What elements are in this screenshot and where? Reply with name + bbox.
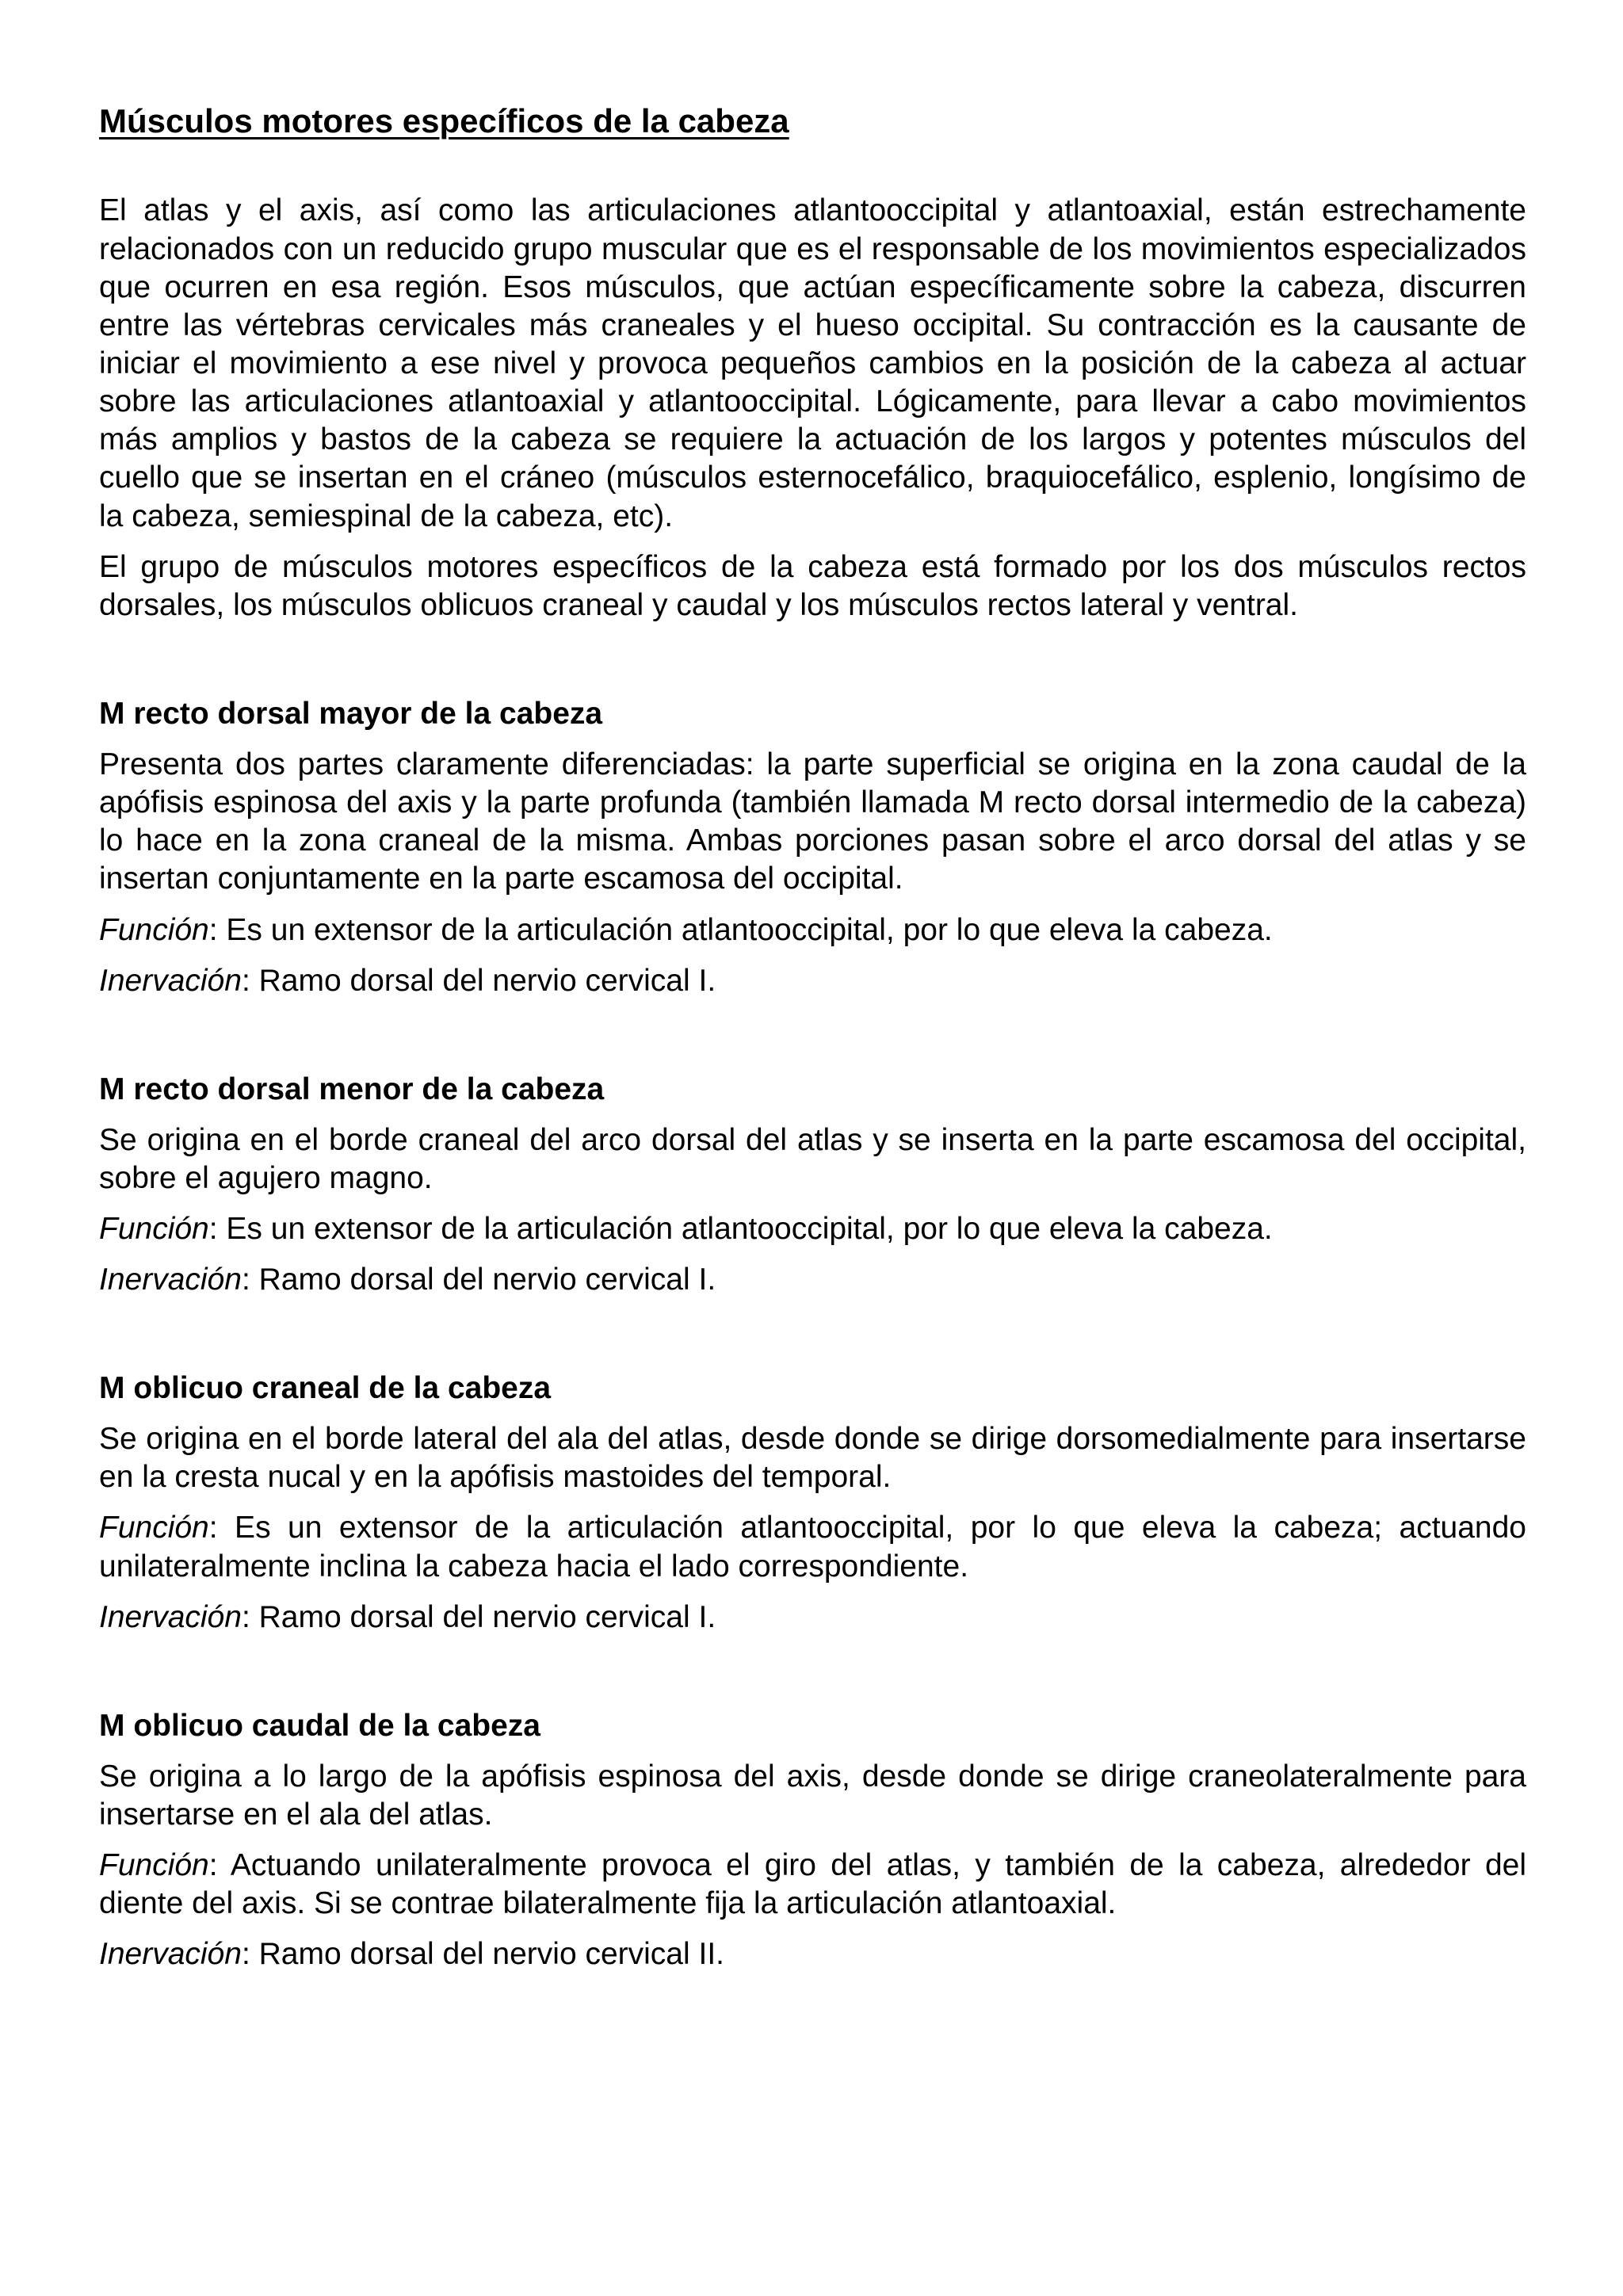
section-description: Se origina en el borde lateral del ala del atlas, desde donde se dirige dorsomedialmente para insertarse en la cresta nucal y en la apófisis mastoides del temporal. xyxy=(99,1422,1526,1495)
intro-paragraph: El atlas y el axis, así como las articulaciones atlantooccipital y atlantoaxial, están estrechamente relacionados con un reducido grupo muscular que es el responsable de los movimientos especializados que ocurren en esa región. Esos músculos, que actúan específicamente sobre la cabeza, discurren entre las vértebras cervicales más craneales y el hueso occipital. Su contracción es la causante de iniciar el movimiento a ese nivel y provoca pequeños cambios en la posición de la cabeza al actuar sobre las articulaciones atlantoaxial y atlantooccipital. Lógicamente, para llevar a cabo movimientos más amplios y bastos de la cabeza se requiere la actuación de los largos y potentes músculos del cuello que se insertan en el cráneo (músculos esternocefálico, braquiocefálico, esplenio, longísimo de la cabeza, semiespinal de la cabeza, etc). xyxy=(99,193,1526,533)
function-label: Función xyxy=(99,1211,209,1246)
innervation-line xyxy=(99,962,1526,1000)
muscle-section xyxy=(99,1708,1526,1974)
muscle-section xyxy=(99,696,1526,1000)
section-heading: M oblicuo caudal de la cabeza xyxy=(99,1708,540,1743)
function-label: Función xyxy=(99,1847,209,1882)
section-description: Se origina en el borde craneal del arco dorsal del atlas y se inserta en la parte escamosa del occipital, sobre el agujero magno. xyxy=(99,1122,1526,1195)
innervation-text: : Ramo dorsal del nervio cervical I. xyxy=(241,1599,716,1634)
innervation-label: Inervación xyxy=(99,963,242,998)
innervation-text: : Ramo dorsal del nervio cervical I. xyxy=(241,963,716,998)
innervation-label: Inervación xyxy=(99,1263,242,1297)
function-text: : Es un extensor de la articulación atlantooccipital, por lo que eleva la cabeza. xyxy=(208,912,1273,947)
function-line xyxy=(99,911,1526,949)
function-label: Función xyxy=(99,912,209,947)
section-heading: M recto dorsal mayor de la cabeza xyxy=(99,697,603,732)
function-text: : Es un extensor de la articulación atlantooccipital, por lo que eleva la cabeza. xyxy=(208,1211,1273,1246)
intro-paragraph: El grupo de músculos motores específicos de la cabeza está formado por los dos músculos rectos dorsales, los músculos oblicuos craneal y caudal y los músculos rectos lateral y ventral. xyxy=(99,549,1526,622)
innervation-line xyxy=(99,1599,1526,1637)
muscle-section xyxy=(99,1072,1526,1299)
innervation-label: Inervación xyxy=(99,1599,242,1634)
innervation-text: : Ramo dorsal del nervio cervical I. xyxy=(241,1263,716,1297)
muscle-section xyxy=(99,1370,1526,1637)
document-title: Músculos motores específicos de la cabeza xyxy=(99,102,789,139)
function-line xyxy=(99,1847,1526,1923)
innervation-line xyxy=(99,1261,1526,1299)
section-heading: M oblicuo craneal de la cabeza xyxy=(99,1371,552,1406)
function-text: : Es un extensor de la articulación atlantooccipital, por lo que eleva la cabeza; actuando unilateralmente inclina la cabeza hacia el lado correspondiente. xyxy=(99,1511,1526,1584)
function-label: Función xyxy=(99,1511,209,1545)
function-line xyxy=(99,1210,1526,1248)
innervation-line xyxy=(99,1935,1526,1973)
section-description: Presenta dos partes claramente diferenciadas: la parte superficial se origina en la zona caudal de la apófisis espinosa del axis y la parte profunda (también llamada M recto dorsal intermedio de la cabeza) lo hace en la zona craneal de la misma. Ambas porciones pasan sobre el arco dorsal del atlas y se insertan conjuntamente en la parte escamosa del occipital. xyxy=(99,747,1526,896)
innervation-text: : Ramo dorsal del nervio cervical II. xyxy=(241,1937,725,1972)
function-line xyxy=(99,1509,1526,1585)
section-heading: M recto dorsal menor de la cabeza xyxy=(99,1072,605,1106)
innervation-label: Inervación xyxy=(99,1937,242,1972)
function-text: : Actuando unilateralmente provoca el giro del atlas, y también de la cabeza, alrededor del diente del axis. Si se contrae bilateralmente fija la articulación atlantoaxial. xyxy=(99,1847,1526,1921)
section-description: Se origina a lo largo de la apófisis espinosa del axis, desde donde se dirige craneolateralmente para insertarse en el ala del atlas. xyxy=(99,1759,1526,1832)
